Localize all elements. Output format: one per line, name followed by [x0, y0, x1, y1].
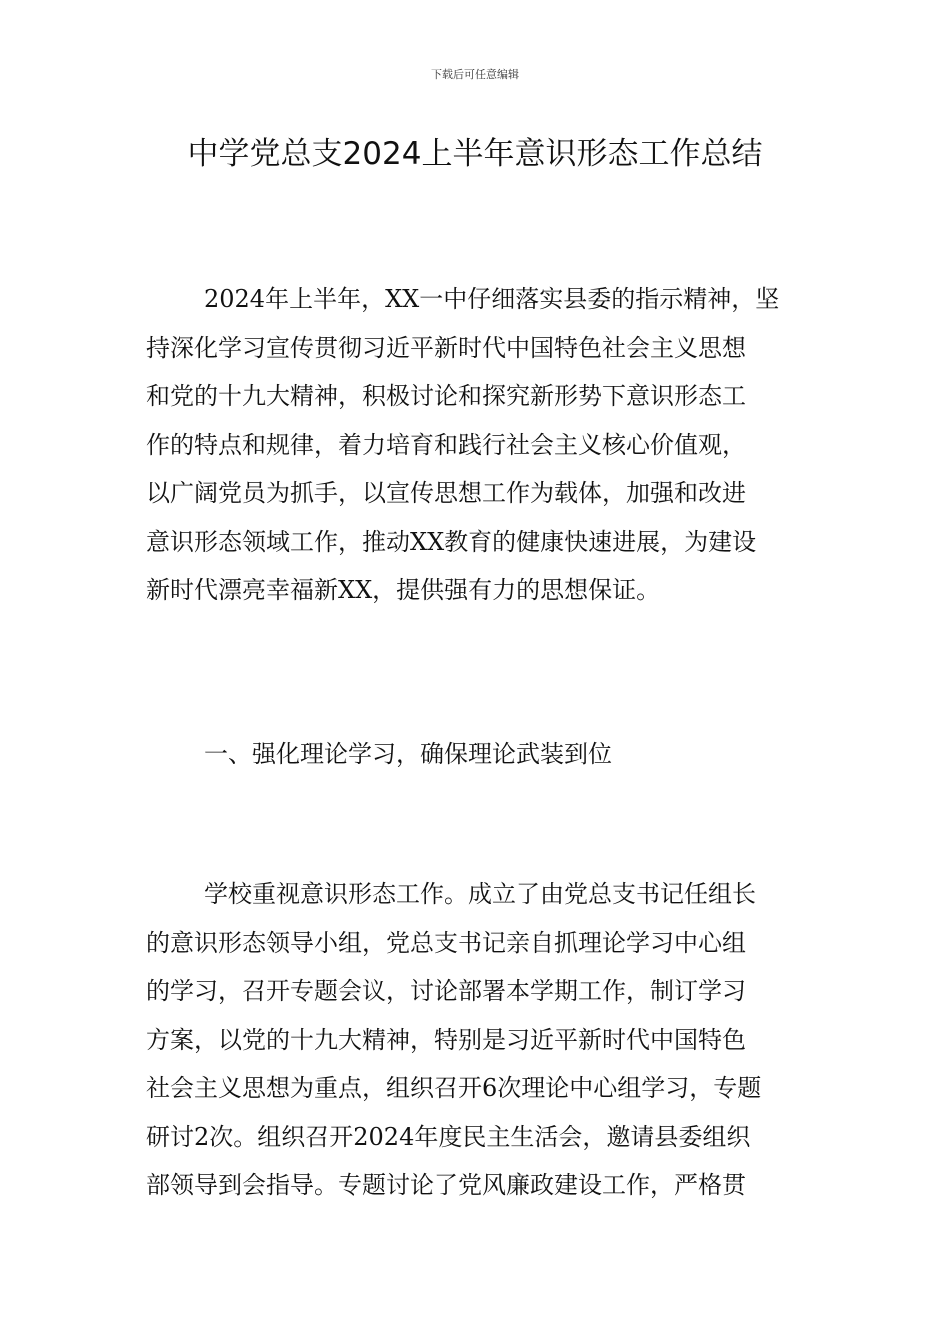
paragraph-section1 — [146, 870, 816, 1210]
paragraph-line: 意识形态领域工作，推动XX教育的健康快速进展，为建设 — [146, 527, 757, 556]
paragraph-line: 的意识形态领导小组，党总支书记亲自抓理论学习中心组 — [146, 928, 746, 957]
paragraph-line: 学校重视意识形态工作。成立了由党总支书记任组长 — [204, 880, 756, 908]
paragraph-intro — [146, 275, 816, 615]
section-heading: 一、强化理论学习，确保理论武装到位 — [204, 740, 612, 768]
document-title: 中学党总支2024上半年意识形态工作总结 — [187, 136, 763, 172]
paragraph-line: 和党的十九大精神，积极讨论和探究新形势下意识形态工 — [146, 382, 746, 410]
paragraph-line: 的学习，召开专题会议，讨论部署本学期工作，制订学习 — [146, 977, 746, 1005]
paragraph-line: 2024年上半年，XX一中仔细落实县委的指示精神，坚 — [204, 285, 780, 313]
paragraph-line: 新时代漂亮幸福新XX，提供强有力的思想保证。 — [146, 576, 661, 604]
paragraph-line: 以广阔党员为抓手，以宣传思想工作为载体，加强和改进 — [146, 479, 746, 507]
header-note: 下载后可任意编辑 — [431, 68, 519, 81]
paragraph-line: 社会主义思想为重点，组织召开6次理论中心组学习，专题 — [146, 1074, 762, 1102]
paragraph-line: 研讨2次。组织召开2024年度民主生活会，邀请县委组织 — [146, 1122, 751, 1151]
paragraph-line: 部领导到会指导。专题讨论了党风廉政建设工作，严格贯 — [146, 1171, 746, 1199]
paragraph-line: 方案，以党的十九大精神，特别是习近平新时代中国特色 — [146, 1025, 746, 1054]
paragraph-line: 持深化学习宣传贯彻习近平新时代中国特色社会主义思想 — [146, 333, 746, 362]
paragraph-line: 作的特点和规律，着力培育和践行社会主义核心价值观， — [146, 430, 746, 459]
